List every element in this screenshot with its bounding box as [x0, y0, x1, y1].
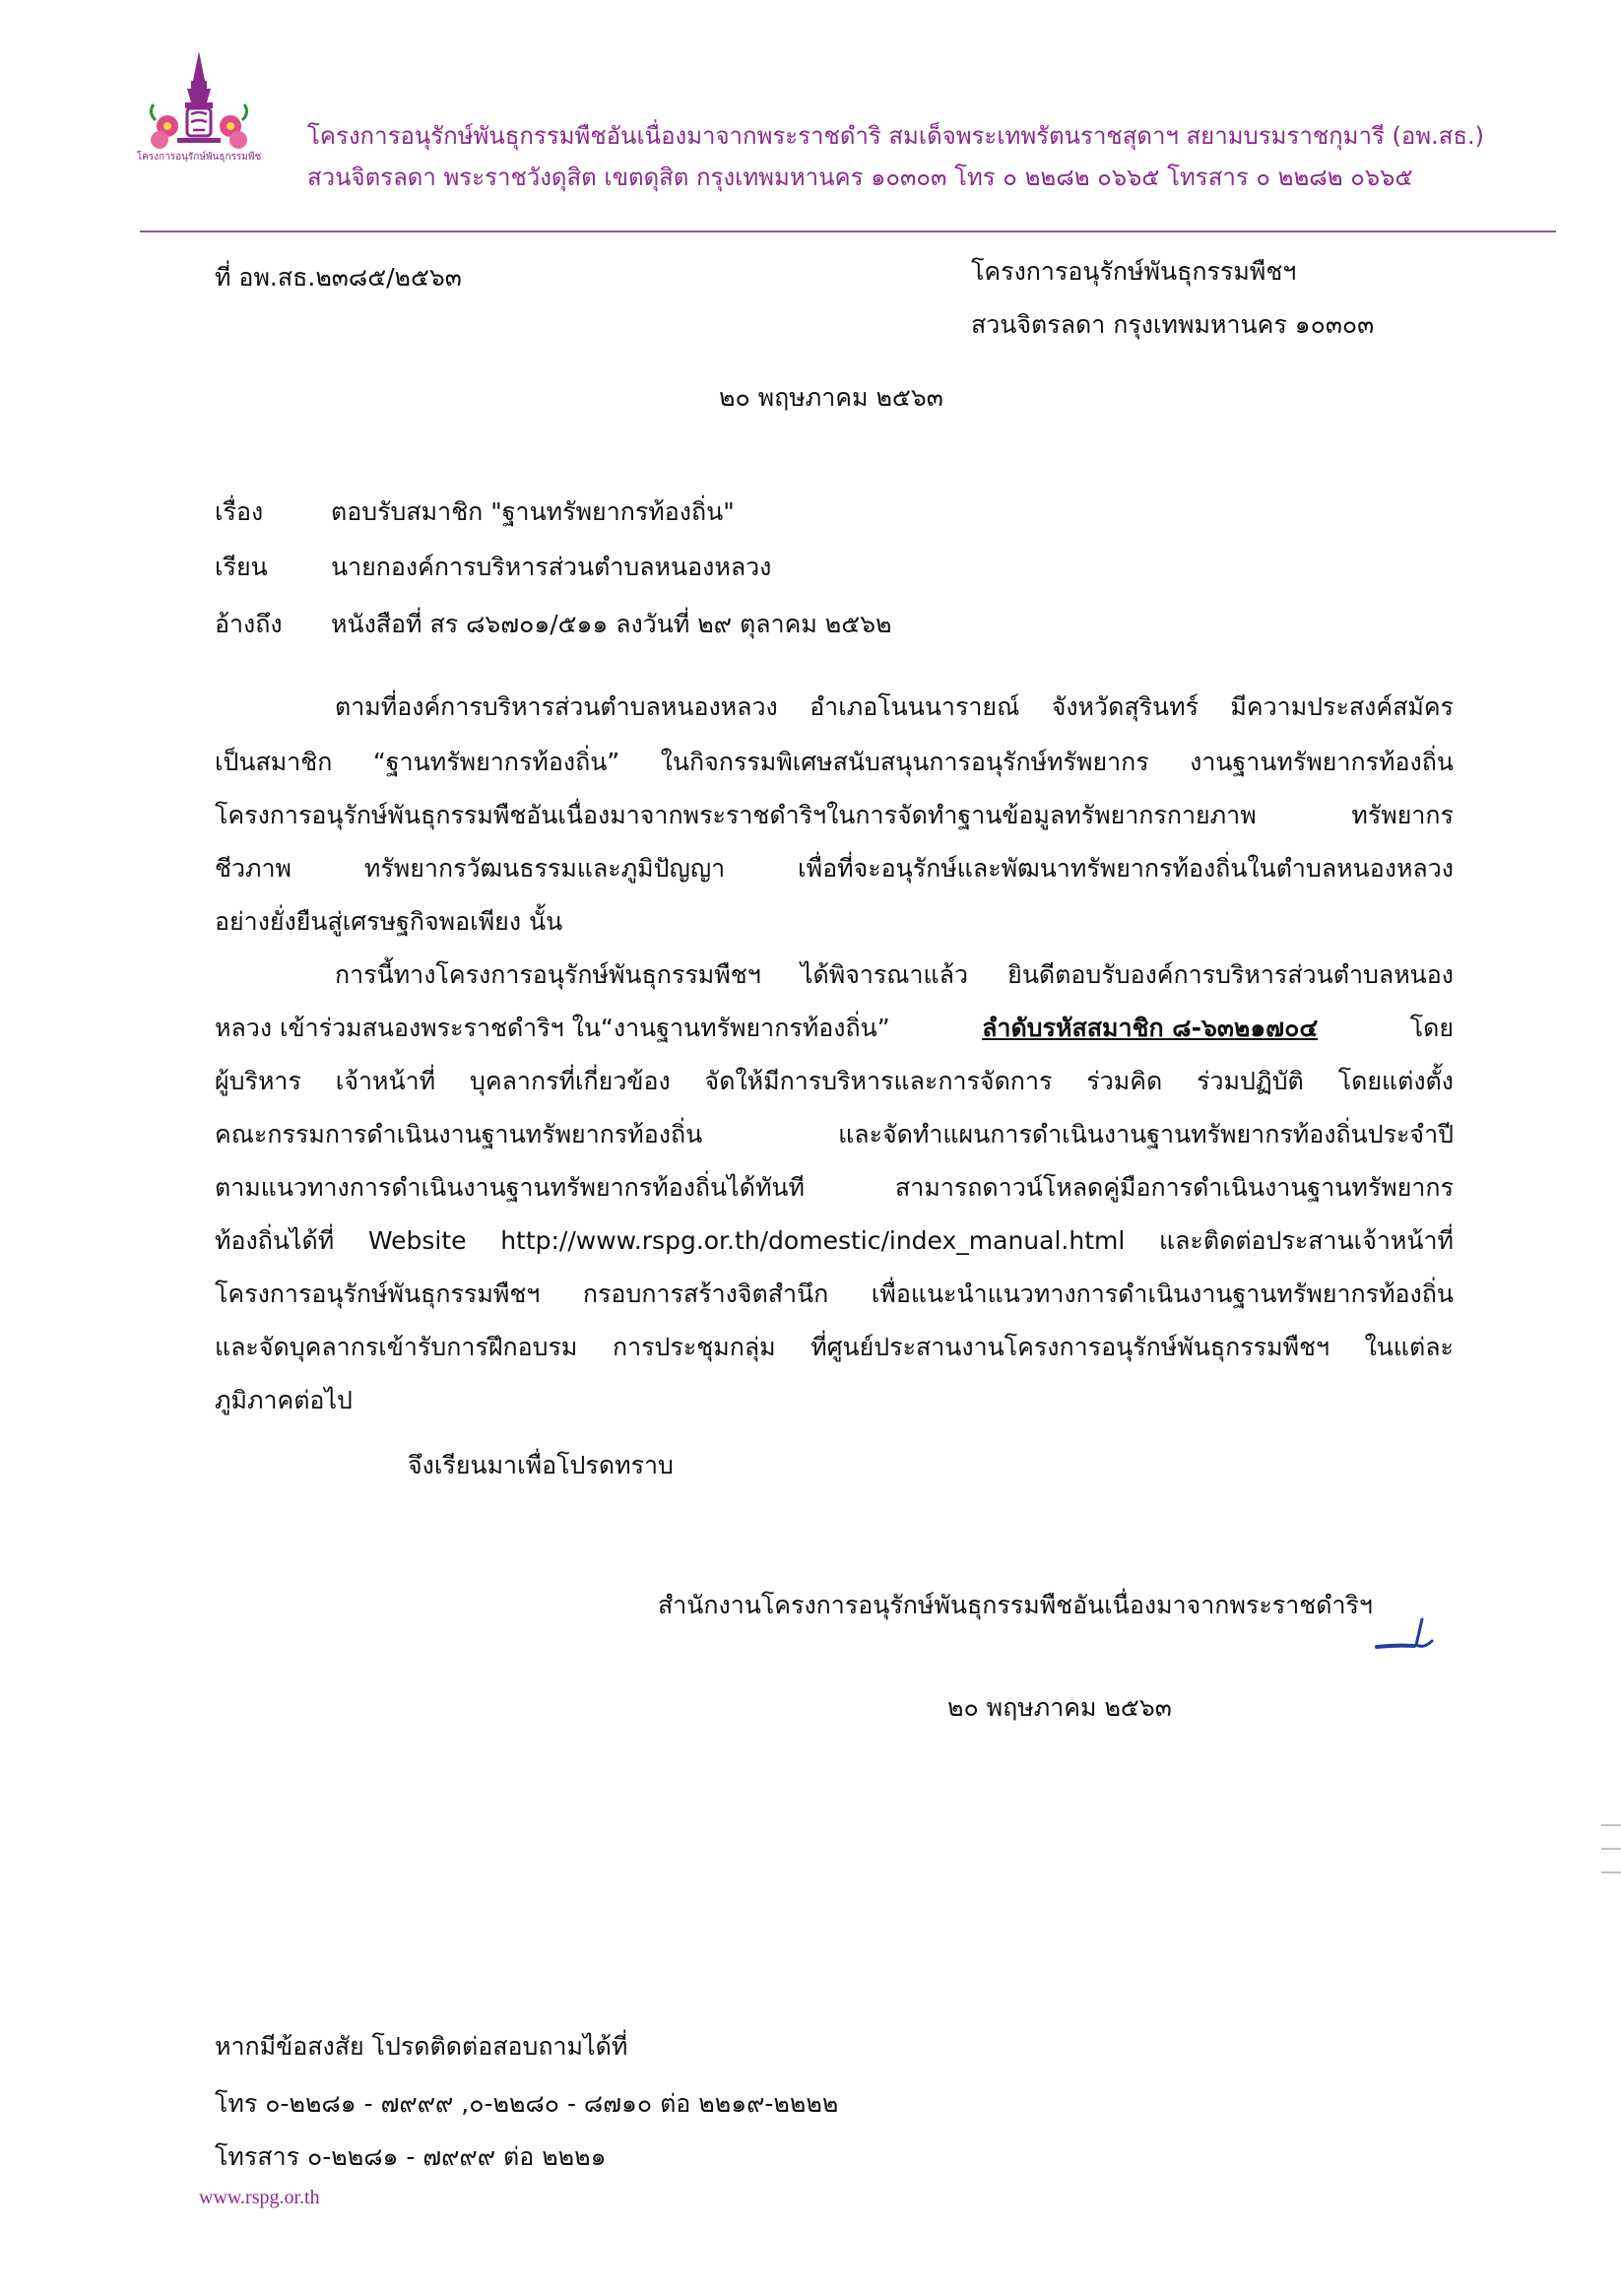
footer-website: www.rspg.or.th: [199, 2187, 320, 2208]
ref-text: หนังสือที่ สร ๘๖๗๐๑/๕๑๑ ลงวันที่ ๒๙ ตุลาคม ๒๕๖๒: [331, 610, 892, 638]
body-line: ชีวภาพ ทรัพยากรวัฒนธรรมและภูมิปัญญา เพื่อที่จะอนุรักษ์และพัฒนาทรัพยากรท้องถิ่นในตำบลหนองหลวง: [215, 854, 1454, 883]
to-text: นายกองค์การบริหารส่วนตำบลหนองหลวง: [331, 553, 772, 581]
to-label: เรียน: [215, 553, 268, 581]
subject-label: เรื่อง: [215, 497, 264, 526]
body-line: อย่างยั่งยืนสู่เศรษฐกิจพอเพียง นั้น: [215, 907, 563, 936]
member-code: ลำดับรหัสสมาชิก ๘-๖๓๒๑๗๐๔: [982, 1014, 1319, 1042]
scan-mark: [1601, 1848, 1621, 1850]
rspg-logo: [138, 51, 260, 169]
signature-date: ๒๐ พฤษภาคม ๒๕๖๓: [947, 1693, 1172, 1722]
footer-contact-label: หากมีข้อสงสัย โปรดติดต่อสอบถามได้ที่: [215, 2032, 628, 2061]
footer-fax: โทรสาร ๐-๒๒๘๑ - ๗๙๙๙ ต่อ ๒๒๒๑: [215, 2142, 607, 2171]
signature-office: สำนักงานโครงการอนุรักษ์พันธุกรรมพืชอันเนื่องมาจากพระราชดำริฯ: [658, 1591, 1373, 1619]
header-address: สวนจิตรลดา พระราชวังดุสิต เขตดุสิต กรุงเทพมหานคร ๑๐๓๐๓ โทร ๐ ๒๒๘๒ ๐๖๖๕ โทรสาร ๐ ๒๒๘๒ ๐๖๖๕: [307, 164, 1413, 191]
body-line: โครงการอนุรักษ์พันธุกรรมพืชฯ กรอบการสร้างจิตสำนึก เพื่อแนะนำแนวทางการดำเนินงานฐานทรัพยากรท้องถิ่น: [215, 1279, 1454, 1308]
body-line: คณะกรรมการดำเนินงานฐานทรัพยากรท้องถิ่น และจัดทำแผนการดำเนินงานฐานทรัพยากรท้องถิ่นประจำปี: [215, 1120, 1454, 1148]
body-line-member-code: [215, 1009, 1454, 1048]
footer-tel: โทร ๐-๒๒๘๑ - ๗๙๙๙ ,๐-๒๒๘๐ - ๘๗๑๐ ต่อ ๒๒๑๙-๒๒๒๒: [215, 2089, 839, 2118]
body-line: ตามแนวทางการดำเนินงานฐานทรัพยากรท้องถิ่นได้ทันที สามารถดาวน์โหลดคู่มือการดำเนินงานฐานทรัพยากร: [215, 1173, 1454, 1202]
sender-org: โครงการอนุรักษ์พันธุกรรมพืชฯ: [971, 257, 1297, 286]
subject-text: ตอบรับสมาชิก "ฐานทรัพยากรท้องถิ่น": [331, 497, 735, 526]
ref-label: อ้างถึง: [215, 610, 283, 638]
body-line: และจัดบุคลากรเข้ารับการฝึกอบรม การประชุมกลุ่ม ที่ศูนย์ประสานงานโครงการอนุรักษ์พันธุกรรมพืชฯ ในแต่ละ: [215, 1333, 1454, 1361]
body-line-website: ท้องถิ่นได้ที่ Website http://www.rspg.or.th/domestic/index_manual.html และติดต่อประสานเจ้าหน้าที่: [215, 1226, 1454, 1255]
sender-address: สวนจิตรลดา กรุงเทพมหานคร ๑๐๓๐๓: [971, 310, 1375, 339]
closing-text: จึงเรียนมาเพื่อโปรดทราบ: [408, 1451, 674, 1479]
letter-ref-number: ที่ อพ.สธ.๒๓๘๕/๒๕๖๓: [215, 263, 462, 292]
header-divider: [140, 230, 1556, 232]
header-title: โครงการอนุรักษ์พันธุกรรมพืชอันเนื่องมาจากพระราชดำริ สมเด็จพระเทพรัตนราชสุดาฯ สยามบรมราชกุมารี (อพ.สธ.): [307, 122, 1484, 150]
scan-mark: [1601, 1871, 1621, 1873]
logo-caption: โครงการอนุรักษ์พันธุกรรมพืช: [136, 152, 262, 163]
scan-mark: [1601, 1824, 1621, 1826]
body-line: การนี้ทางโครงการอนุรักษ์พันธุกรรมพืชฯ ได้พิจารณาแล้ว ยินดีตอบรับองค์การบริหารส่วนตำบลหนอง: [335, 960, 1454, 989]
body-line: เป็นสมาชิก “ฐานทรัพยากรท้องถิ่น” ในกิจกรรมพิเศษสนับสนุนการอนุรักษ์ทรัพยากร งานฐานทรัพยากรท้องถิ่น: [215, 748, 1454, 776]
body-line: ภูมิภาคต่อไป: [215, 1386, 353, 1414]
body-line: โครงการอนุรักษ์พันธุกรรมพืชอันเนื่องมาจากพระราชดำริฯในการจัดทำฐานข้อมูลทรัพยากรกายภาพ ทรัพยากร: [215, 801, 1454, 829]
body-line: ตามที่องค์การบริหารส่วนตำบลหนองหลวง อำเภอโนนนารายณ์ จังหวัดสุรินทร์ มีความประสงค์สมัคร: [335, 692, 1454, 721]
body-text: หลวง เข้าร่วมสนองพระราชดำริฯ ใน“งานฐานทรัพยากรท้องถิ่น”: [215, 1014, 890, 1042]
body-line: ผู้บริหาร เจ้าหน้าที่ บุคลากรที่เกี่ยวข้อง จัดให้มีการบริหารและการจัดการ ร่วมคิด ร่วมปฏิบัติ โดยแต่งตั้ง: [215, 1067, 1454, 1095]
body-text: โดย: [1409, 1014, 1454, 1042]
signature-mark: [1375, 1615, 1444, 1655]
letter-date: ๒๐ พฤษภาคม ๒๕๖๓: [719, 383, 943, 412]
